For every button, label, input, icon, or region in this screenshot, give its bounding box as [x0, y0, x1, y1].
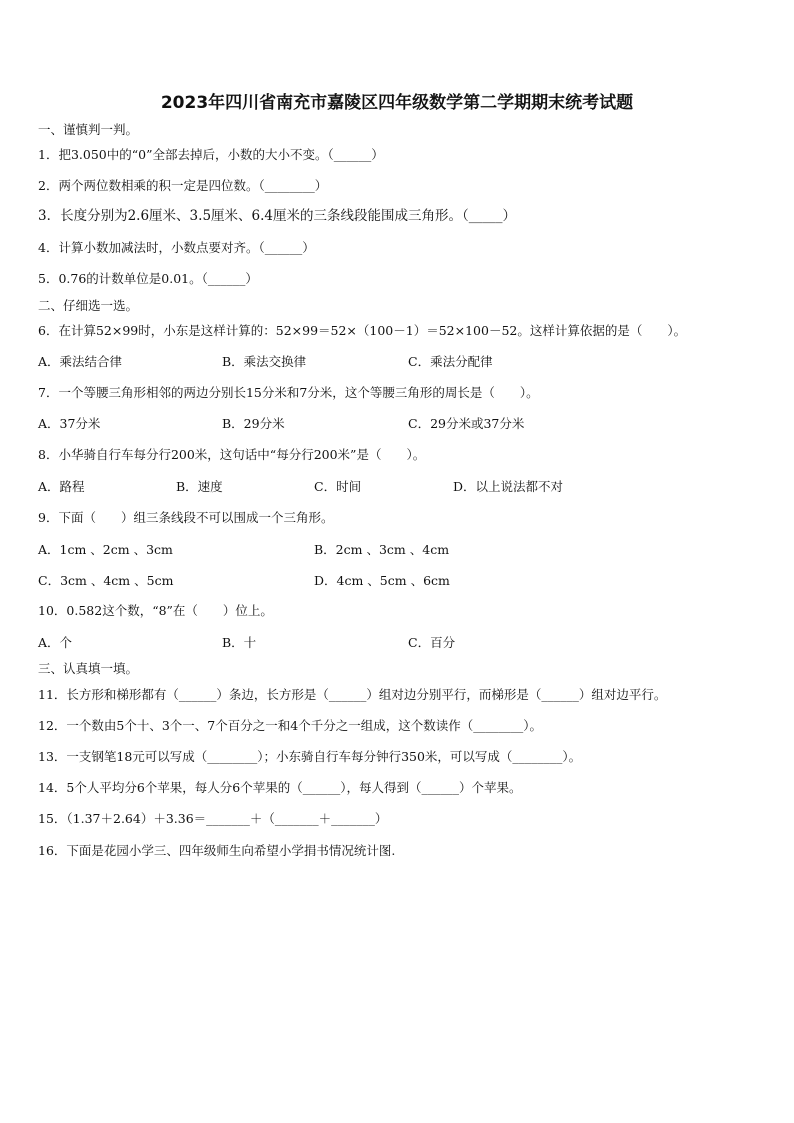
question-1: 1．把3.050中的“0”全部去掉后，小数的大小不变。（______）	[38, 147, 384, 162]
question-7: 7．一个等腰三角形相邻的两边分别长15分米和7分米，这个等腰三角形的周长是（ ）。	[38, 385, 539, 400]
option-10a: A．个	[38, 635, 73, 650]
question-8: 8．小华骑自行车每分行200米，这句话中“每分行200米”是（ ）。	[38, 447, 426, 462]
section-heading-3: 三、认真填一填。	[38, 661, 139, 676]
question-6: 6．在计算52×99时，小东是这样计算的：52×99＝52×（100－1）＝52×100－52。这样计算依据的是（ ）。	[38, 323, 687, 338]
option-9a: A．1cm 、2cm 、3cm	[38, 542, 173, 557]
option-8b: B．速度	[176, 479, 223, 494]
option-8c: C．时间	[314, 479, 362, 494]
option-10b: B．十	[222, 635, 257, 650]
page-title: 2023年四川省南充市嘉陵区四年级数学第二学期期末统考试题	[160, 93, 634, 113]
question-10: 10．0.582这个数，“8”在（ ）位上。	[38, 603, 273, 618]
question-14: 14．5个人平均分6个苹果，每人分6个苹果的（______），每人得到（______）个苹果。	[38, 780, 522, 795]
question-5: 5．0.76的计数单位是0.01。（______）	[38, 271, 258, 286]
option-8a: A．路程	[38, 479, 85, 494]
option-7a: A．37分米	[38, 416, 101, 431]
question-2: 2．两个两位数相乘的积一定是四位数。（________）	[38, 178, 328, 193]
question-15: 15．（1.37＋2.64）＋3.36＝_______＋（_______＋_______）	[38, 811, 388, 826]
option-9d: D．4cm 、5cm 、6cm	[314, 573, 450, 588]
section-heading-2: 二、仔细选一选。	[38, 298, 139, 313]
question-12: 12．一个数由5个十、3个一、7个百分之一和4个千分之一组成，这个数读作（________）。	[38, 718, 542, 733]
section-heading-1: 一、谨慎判一判。	[38, 122, 139, 137]
option-9c: C．3cm 、4cm 、5cm	[38, 573, 174, 588]
question-16: 16．下面是花园小学三、四年级师生向希望小学捐书情况统计图.	[38, 843, 396, 858]
option-6b: B．乘法交换律	[222, 354, 307, 369]
question-13: 13．一支钢笔18元可以写成（________）；小东骑自行车每分钟行350米，可以写成（________）。	[38, 749, 582, 764]
option-6c: C．乘法分配律	[408, 354, 493, 369]
option-9b: B．2cm 、3cm 、4cm	[314, 542, 450, 557]
option-8d: D．以上说法都不对	[453, 479, 564, 494]
question-9: 9．下面（ ）组三条线段不可以围成一个三角形。	[38, 510, 334, 525]
option-10c: C．百分	[408, 635, 456, 650]
option-6a: A．乘法结合律	[38, 354, 123, 369]
question-4: 4．计算小数加减法时，小数点要对齐。（______）	[38, 240, 315, 255]
option-7c: C．29分米或37分米	[408, 416, 525, 431]
question-3: 3．长度分别为2.6厘米、3.5厘米、6.4厘米的三条线段能围成三角形。（_____）	[38, 208, 516, 224]
question-11: 11．长方形和梯形都有（______）条边，长方形是（______）组对边分别平行，而梯形是（______）组对边平行。	[38, 687, 667, 702]
option-7b: B．29分米	[222, 416, 285, 431]
